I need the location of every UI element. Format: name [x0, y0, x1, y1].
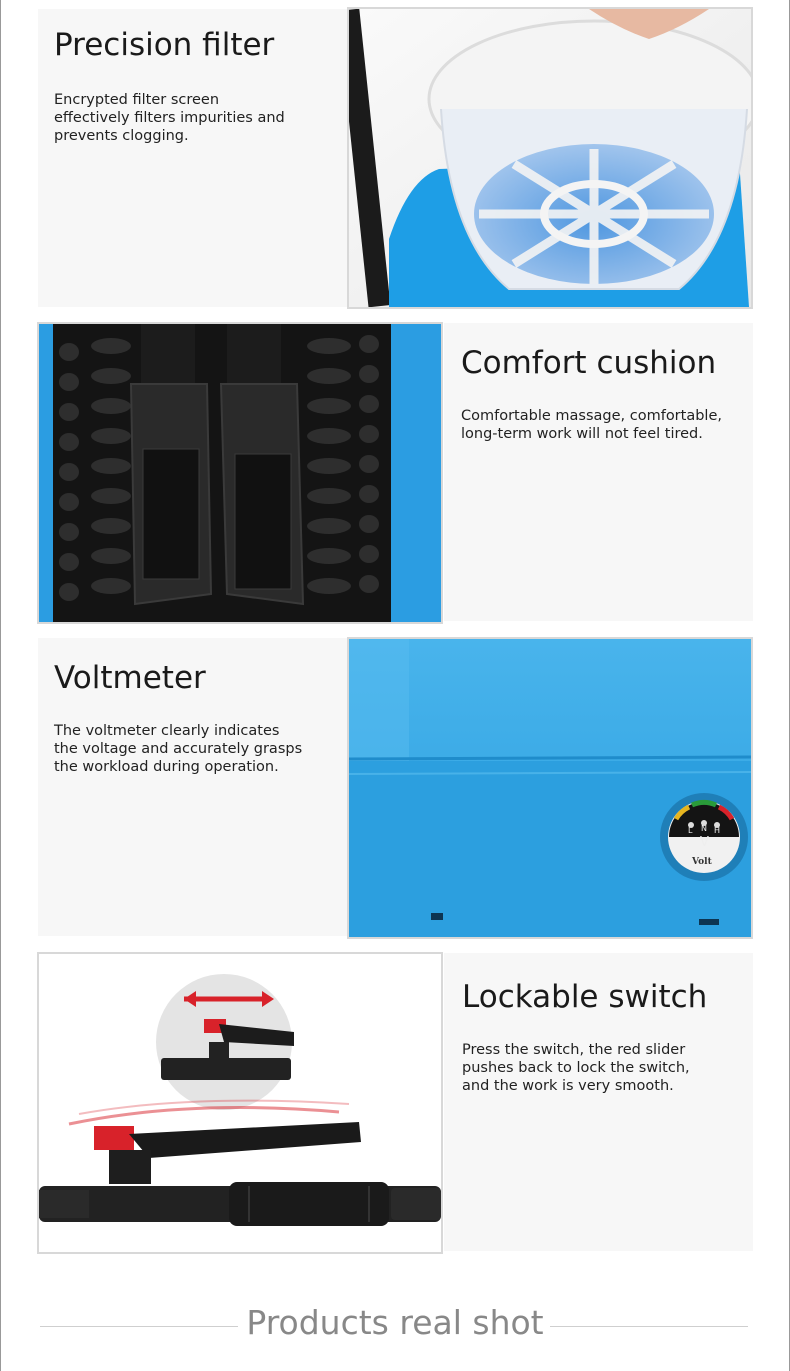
gauge-label-h: H: [714, 826, 721, 835]
section-description: Comfortable massage, comfortable, long-term work will not feel tired.: [461, 408, 722, 442]
voltmeter-illustration: [349, 639, 751, 937]
section-title: Precision filter: [54, 27, 275, 63]
section-comfort-cushion: [444, 323, 753, 621]
section-description: Encrypted filter screen effectively filters impurities and prevents clogging.: [54, 92, 285, 144]
section-title: Lockable switch: [462, 979, 708, 1015]
footer-title: Products real shot: [246, 1303, 544, 1342]
section-description: The voltmeter clearly indicates the voltage and accurately grasps the workload during operation.: [54, 723, 303, 775]
section-voltmeter: [38, 638, 347, 936]
frame-edge-left: [0, 0, 1, 1371]
back-cushion-photo: [37, 322, 443, 624]
voltmeter-photo: [347, 637, 753, 939]
gauge-label-l: L: [688, 826, 693, 835]
section-title: Comfort cushion: [461, 345, 717, 381]
filter-basket-illustration: [349, 9, 751, 307]
spray-handle-illustration: [39, 954, 441, 1252]
gauge-brand: Volt: [692, 857, 712, 867]
filter-basket-photo: [347, 7, 753, 309]
gauge-label-n: N: [701, 824, 707, 833]
section-title: Voltmeter: [54, 660, 206, 696]
section-lockable-switch: [444, 953, 753, 1251]
spray-handle-photo: [37, 952, 443, 1254]
gauge-label-v: V: [700, 835, 709, 850]
back-cushion-illustration: [39, 324, 441, 622]
section-description: Press the switch, the red slider pushes back to lock the switch, and the work is very smooth.: [462, 1042, 690, 1094]
